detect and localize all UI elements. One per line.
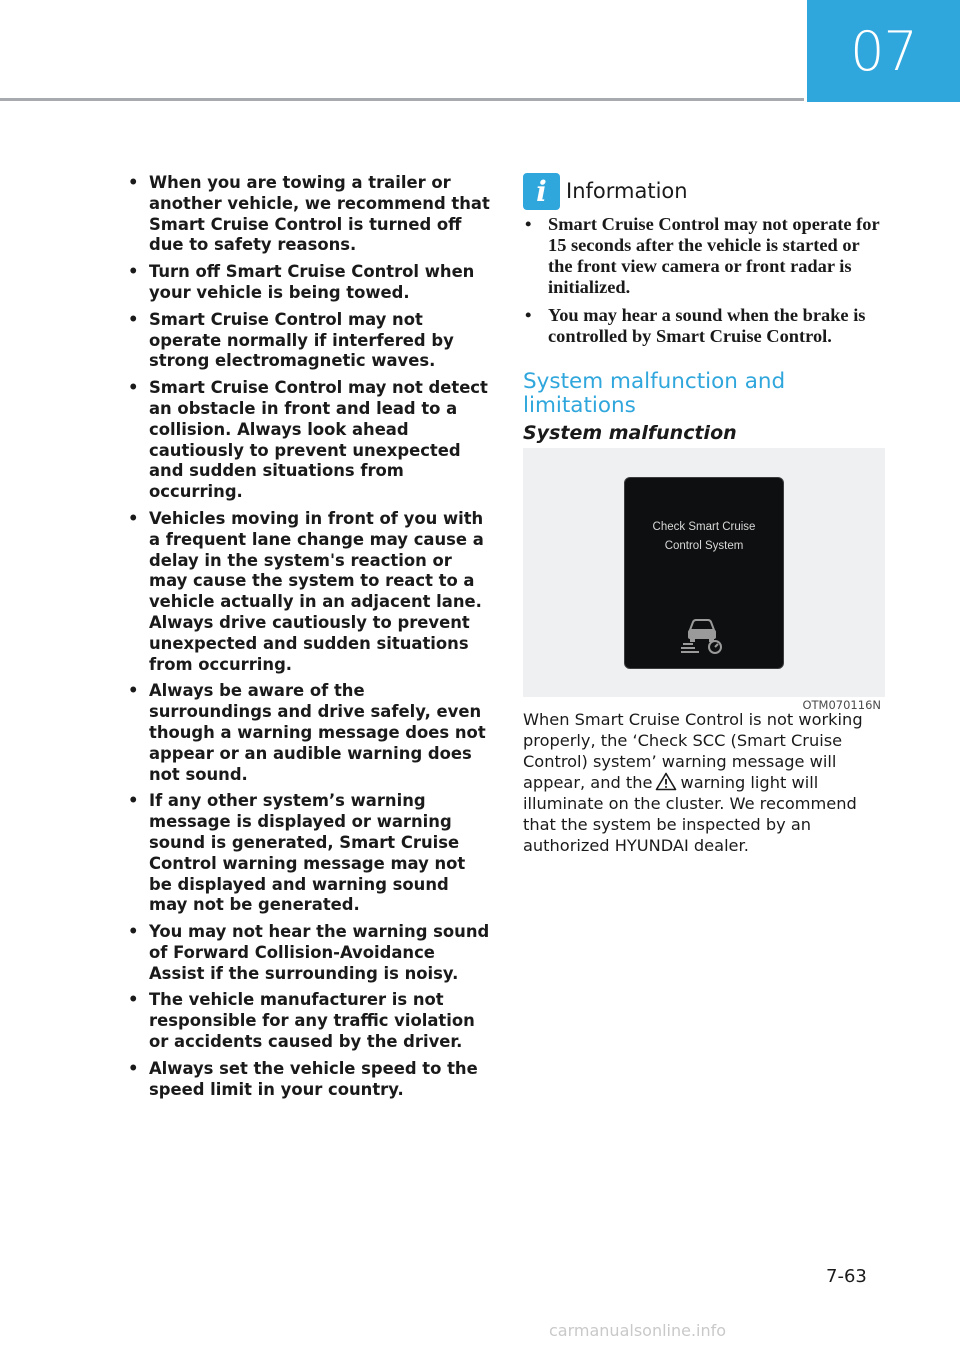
- watermark: carmanualsonline.info: [549, 1321, 727, 1340]
- list-item: • You may not hear the warning sound of Forward Collision-Avoidance Assist if the surrounding is noisy.: [124, 922, 490, 984]
- header-rule: [0, 98, 804, 101]
- information-title: Information: [566, 179, 688, 203]
- left-column: [124, 173, 490, 1106]
- display-line: Check Smart Cruise: [652, 521, 756, 533]
- information-list: [523, 214, 887, 347]
- list-item: • Turn off Smart Cruise Control when your vehicle is being towed.: [124, 262, 490, 304]
- figure-code: OTM070116N: [802, 698, 881, 712]
- list-item: • When you are towing a trailer or another vehicle, we recommend that Smart Cruise Control is turned off due to safety reasons.: [124, 173, 490, 256]
- chapter-number: 07: [850, 19, 917, 83]
- smart-cruise-warning-icon: [681, 616, 727, 654]
- caution-list: [124, 173, 490, 1100]
- paragraph-text: When Smart Cruise Control is not working properly, the ‘Check SCC (Smart Cruise Control) system’ warning message will appear, and the: [523, 710, 863, 792]
- page-number: 7-63: [826, 1266, 867, 1287]
- cluster-display: [624, 477, 784, 669]
- cluster-figure: [523, 448, 885, 712]
- warning-triangle-icon: [655, 772, 677, 791]
- list-item: • Always be aware of the surroundings and drive safely, even though a warning message does not appear or an audible warning does not sound.: [124, 681, 490, 785]
- list-item: • Smart Cruise Control may not detect an obstacle in front and lead to a collision. Always look ahead cautiously to prevent unexpected and sudden situations from occurring.: [124, 378, 490, 503]
- list-item: • Always set the vehicle speed to the speed limit in your country.: [124, 1059, 490, 1101]
- paragraph-text: warning light will illuminate on the cluster. We recommend that the system be inspected by an authorized HYUNDAI dealer.: [523, 773, 857, 855]
- list-item: • Smart Cruise Control may not operate for 15 seconds after the vehicle is started or the front view camera or front radar is initialized.: [523, 214, 887, 298]
- chapter-tab: [807, 0, 960, 102]
- malfunction-paragraph: [523, 709, 887, 856]
- display-line: Control System: [664, 540, 744, 552]
- display-message: [625, 518, 783, 556]
- list-item: • You may hear a sound when the brake is controlled by Smart Cruise Control.: [523, 305, 887, 347]
- right-column: [523, 170, 887, 444]
- list-item: • Vehicles moving in front of you with a frequent lane change may cause a delay in the system's reaction or may cause the system to react to a vehicle actually in an adjacent lane. Always drive cautiously to prevent unexpected and sudden situations from occurring.: [124, 509, 490, 675]
- list-item: • If any other system’s warning message is displayed or warning sound is generated, Smart Cruise Control warning message may not be displayed and warning sound may not be generated.: [124, 791, 490, 916]
- subsection-title: System malfunction: [523, 422, 737, 444]
- list-item: • Smart Cruise Control may not operate normally if interfered by strong electromagnetic waves.: [124, 310, 490, 372]
- information-icon: i: [523, 173, 560, 210]
- list-item: • The vehicle manufacturer is not responsible for any traffic violation or accidents caused by the driver.: [124, 990, 490, 1052]
- information-header: [523, 170, 887, 212]
- section-title: System malfunction and limitations: [523, 369, 786, 418]
